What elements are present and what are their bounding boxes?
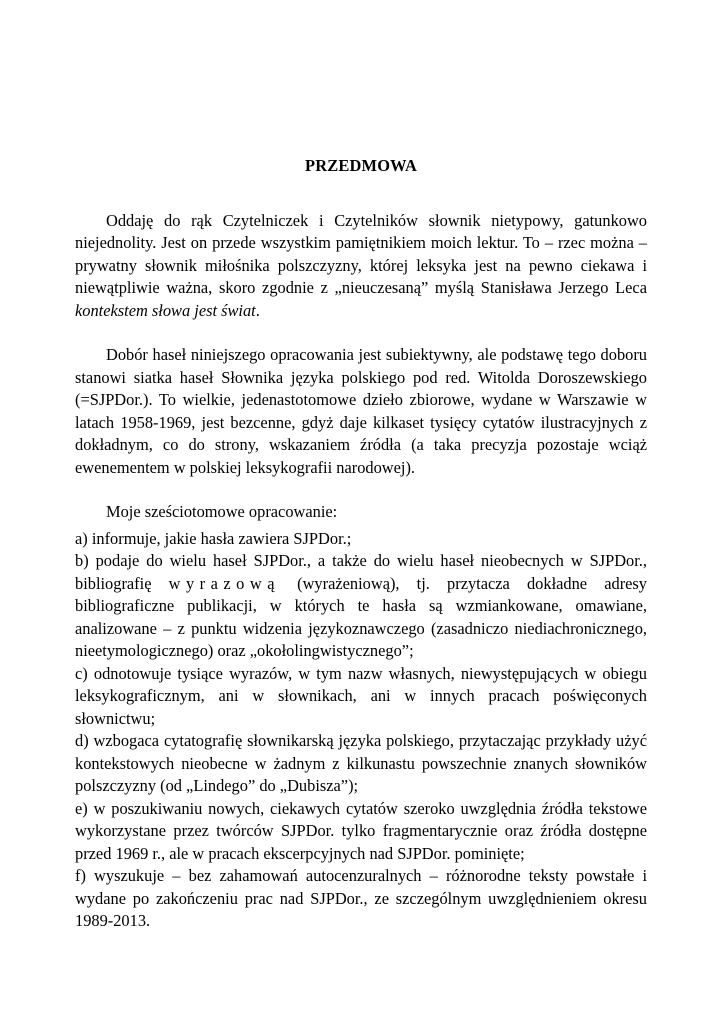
document-page — [75, 155, 647, 933]
paragraph-intro-end: . — [255, 300, 260, 320]
list-item-b — [75, 550, 647, 663]
list-item-b-end: (wyrażeniową), tj. przytacza dokładne adresy bibliograficzne publikacji, w których te hasła są wzmiankowane, omawiane, analizowane – z punktu widzenia językoznawczego (zasadniczo niediachronicznego, nieetymologicznego) oraz „okołolingwistycznego”; — [75, 573, 647, 660]
paragraph-selection: Dobór haseł niniejszego opracowania jest subiektywny, ale podstawę tego doboru stanowi siatka haseł Słownika języka polskiego pod red. Witolda Doroszewskiego (=SJPDor.). To wielkie, jedenastotomowe dzieło zbiorowe, wydane w Warszawie w latach 1958-1969, jest bezcenne, gdyż daje kilkaset tysięcy cytatów ilustracyjnych z dokładnym, co do strony, wskazaniem źródła (a taka precyzja pozostaje wciąż ewenementem w polskiej leksykografii narodowej). — [75, 345, 647, 477]
list-item-c: c) odnotowuje tysiące wyrazów, w tym nazw własnych, niewystępujących w obiegu leksykograficznym, ani w słownikach, ani w innych pracach poświęconych słownictwu; — [75, 663, 647, 728]
page-title: PRZEDMOWA — [305, 156, 417, 175]
list-item-a: a) informuje, jakie hasła zawiera SJPDor.; — [75, 528, 352, 548]
paragraph-intro — [75, 210, 647, 323]
list-item-b-start: b) podaje do wielu haseł SJPDor., a także do wielu haseł nieobecnych w SJPDor., bibliografię — [75, 551, 647, 593]
list-intro: Moje sześciotomowe opracowanie: — [106, 502, 338, 521]
list-item-d: d) wzbogaca cytatografię słownikarską języka polskiego, przytaczając przykłady użyć kontekstowych nieobecne w żadnym z kilkunastu powszechnie znanych słowników polszczyzny (od „Lindego” do „Dubisza”); — [75, 731, 647, 795]
list-item-e: e) w poszukiwaniu nowych, ciekawych cytatów szeroko uwzględnia źródła tekstowe wykorzystane przez twórców SJPDor. tylko fragmentarycznie oraz źródła dostępne przed 1969 r., ale w pracach ekscerpcyjnych nad SJPDor. pominięte; — [75, 798, 647, 863]
quote-italic: kontekstem słowa jest świat — [75, 300, 256, 320]
spaced-term: wyrazową — [168, 573, 280, 593]
paragraph-intro-text: Oddaję do rąk Czytelniczek i Czytelników słownik nietypowy, gatunkowo niejednolity. Jest on przede wszystkim pamiętnikiem moich lektur. To – rzec można – prywatny słownik miłośnika polszczyzny, której leksyka jest na pewno ciekawa i niewątpliwie ważna, skoro zgodnie z „nieuczesaną” myślą Stanisława Jerzego Leca — [75, 210, 647, 297]
list-item-f: f) wyszukuje – bez zahamowań autocenzuralnych – różnorodne teksty powstałe i wydane po zakończeniu prac nad SJPDor., ze szczególnym uwzględnieniem okresu 1989-2013. — [75, 866, 647, 930]
